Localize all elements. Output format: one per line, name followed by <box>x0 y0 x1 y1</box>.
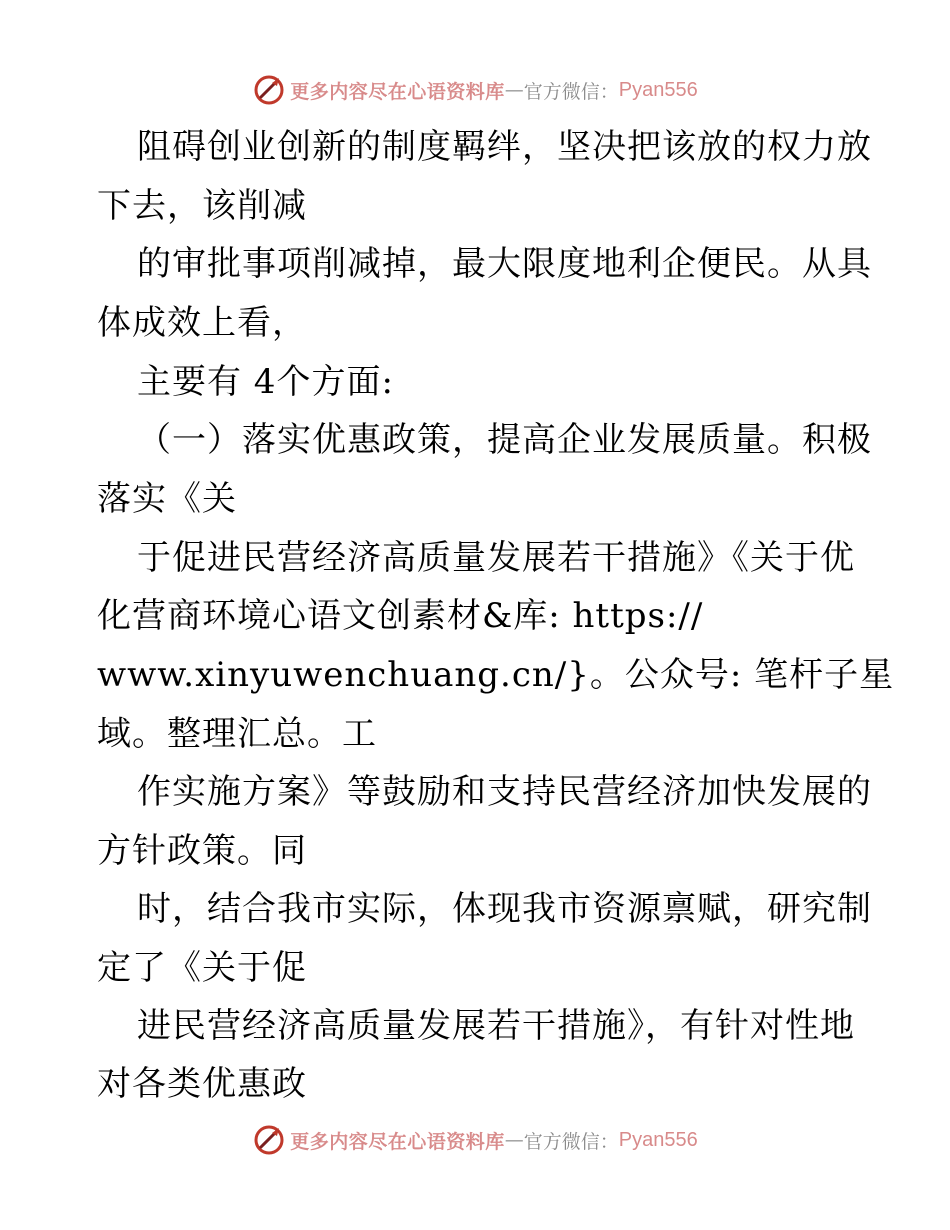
wechat-label: 官方微信： <box>523 1130 619 1153</box>
wechat-label: 官方微信： <box>523 80 619 103</box>
footer-watermark <box>0 1120 950 1160</box>
text-line: 化营商环境心语文创素材&库: https:// <box>97 596 704 636</box>
text-line: 阻碍创业创新的制度羁绊，坚决把该放的权力放 <box>137 127 872 167</box>
text-line: 主要有 4个方面: <box>137 362 394 402</box>
wechat-id: Pyan556 <box>618 78 698 101</box>
site-name: 更多内容尽在心语资料库 <box>290 80 505 103</box>
banner-dash: — <box>504 79 524 101</box>
site-name: 更多内容尽在心语资料库 <box>290 1130 505 1153</box>
text-line: 体成效上看， <box>97 303 307 343</box>
text-line: 落实《关 <box>97 479 237 519</box>
text-line: （一）落实优惠政策，提高企业发展质量。积极 <box>137 420 872 460</box>
text-line: 的审批事项削减掉，最大限度地利企便民。从具 <box>137 244 872 284</box>
text-line: 下去，该削减 <box>97 186 307 226</box>
text-line: 进民营经济高质量发展若干措施》，有针对性地 <box>137 1006 855 1046</box>
text-line: 定了《关于促 <box>97 948 307 988</box>
text-line: 时，结合我市实际，体现我市资源禀赋，研究制 <box>137 889 872 929</box>
quill-logo-icon <box>252 1123 286 1157</box>
text-line: www.xinyuwenchuang.cn/}。公众号: 笔杆子星 <box>97 655 895 695</box>
wechat-id: Pyan556 <box>618 1128 698 1151</box>
text-line: 对各类优惠政 <box>97 1064 307 1104</box>
text-line: 作实施方案》等鼓励和支持民营经济加快发展的 <box>137 772 872 812</box>
text-line: 于促进民营经济高质量发展若干措施》《关于优 <box>137 538 855 578</box>
banner-dash: — <box>504 1129 524 1151</box>
text-line: 域。整理汇总。工 <box>97 714 377 754</box>
text-line: 方针政策。同 <box>97 831 307 871</box>
